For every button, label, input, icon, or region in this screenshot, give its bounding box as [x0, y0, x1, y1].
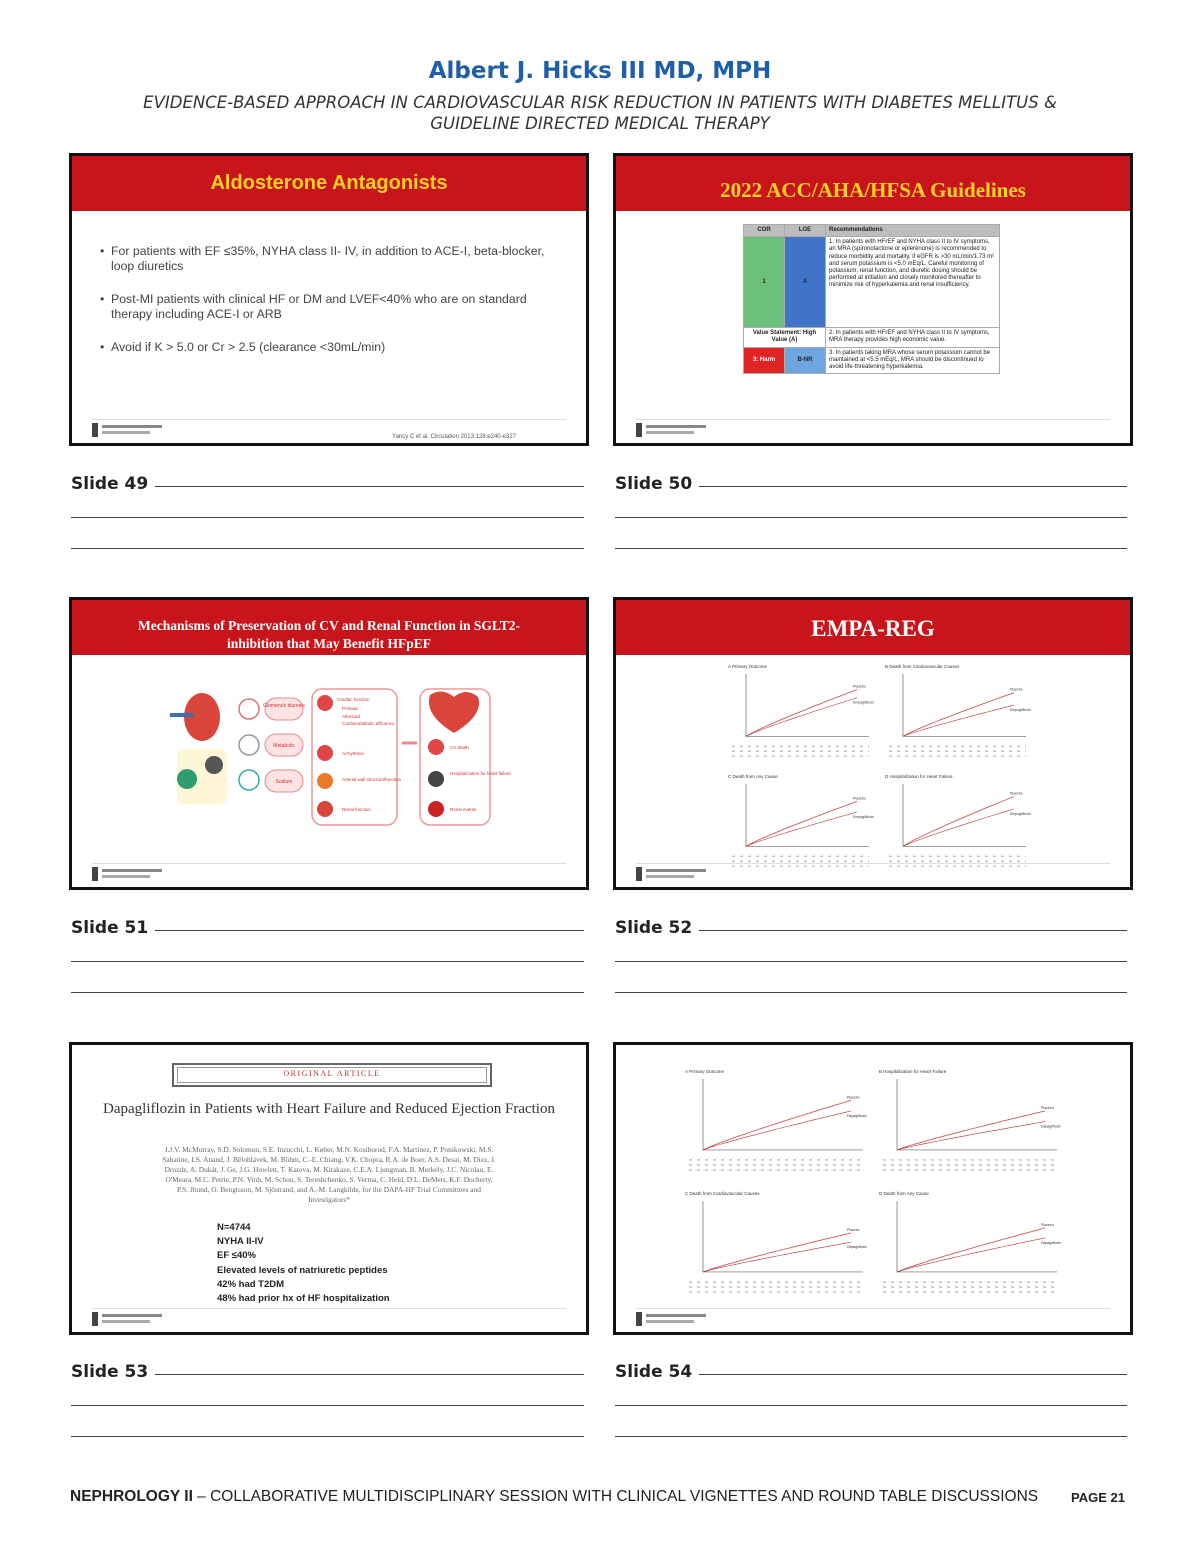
outcome-label: CV death: [450, 745, 469, 750]
axis: [703, 1201, 863, 1272]
table-row: [744, 347, 1000, 374]
km-curve: [746, 801, 857, 846]
slide-label: Slide 54: [615, 1362, 693, 1382]
series-label: Empagliflozin: [853, 700, 874, 705]
person-icon: [239, 735, 259, 755]
footer-course: NEPHROLOGY II: [70, 1488, 193, 1505]
km-curve: [903, 809, 1014, 846]
mechanism-label: Cardiometabolic efficiency: [342, 721, 395, 726]
divider: [92, 419, 566, 420]
km-panel: [881, 660, 1032, 766]
slide-label: Slide 50: [615, 474, 693, 494]
slide-banner: [72, 600, 586, 655]
series-label: Placebo: [853, 796, 866, 801]
slide-banner: [72, 156, 586, 211]
university-logo: [636, 1312, 726, 1326]
panel-title: C Death from Cardiovascular Causes: [685, 1191, 760, 1196]
divider: [636, 419, 1110, 420]
km-curve: [746, 812, 857, 846]
slide-54: [613, 1042, 1133, 1335]
slide-50: [613, 153, 1133, 446]
series-label: Placebo: [1010, 791, 1023, 796]
panel-title: D Hospitalization for Heart Failure: [885, 774, 953, 779]
table-header: LOE: [785, 225, 826, 237]
fact-item: 48% had prior hx of HF hospitalization: [217, 1293, 390, 1305]
panel-title: B Hospitalization for Heart Failure: [879, 1069, 947, 1074]
slide-51: [69, 597, 589, 890]
heart-icon: [317, 745, 333, 761]
person-icon: [239, 770, 259, 790]
table-row: [744, 328, 1000, 347]
km-panel: [875, 1065, 1063, 1183]
axis: [703, 1079, 863, 1150]
slide-53: [69, 1042, 589, 1335]
article-banner-text: ORIGINAL ARTICLE: [177, 1067, 487, 1083]
series-label: Dapagliflozin: [847, 1245, 868, 1250]
note-line[interactable]: [615, 1405, 1127, 1406]
km-curve: [903, 797, 1014, 847]
panel-title: A Primary Outcome: [728, 664, 768, 669]
note-line[interactable]: [699, 1374, 1127, 1375]
panel-title: C Death from Any Cause: [728, 774, 778, 779]
person-icon: [239, 699, 259, 719]
footer-description: – COLLABORATIVE MULTIDISCIPLINARY SESSION WITH CLINICAL VIGNETTES AND ROUND TABLE DISCUSSIONS: [192, 1488, 1039, 1505]
series-label: Placebo: [1041, 1105, 1054, 1110]
page-number: PAGE 21: [1071, 1490, 1125, 1505]
note-line[interactable]: [71, 1405, 584, 1406]
series-label: Dapagliflozin: [1041, 1124, 1062, 1129]
slide-banner: [616, 156, 1130, 211]
km-curve: [746, 698, 857, 737]
mechanism-label: Metabolic: [273, 743, 295, 749]
series-label: Empagliflozin: [1010, 708, 1031, 713]
note-line[interactable]: [71, 517, 584, 518]
note-line[interactable]: [155, 1374, 584, 1375]
note-line[interactable]: [71, 992, 584, 993]
axis: [903, 674, 1026, 736]
fact-item: 42% had T2DM: [217, 1278, 285, 1290]
article-authors: J.J.V. McMurray, S.D. Solomon, S.E. Inzucchi, L. Køber, M.N. Kosiborod, F.A. Martinez, P. Ponikowski, M.S. Sabatine, I.S. Anand, J. Bělohlávek, M. Böhm, C.-E. Chiang, V.K. Chopra, R.A. de Boer, A.S. Desai, M. Diez, J. Drozdz, A. Dukát, J. Ge, J.G. Howlett, T. Katova, M. Kitakaze, C.E.A. Ljungman, B. Merkely, J.C. Nicolau, E. O'Meara, M.C. Petrie, P.N. Vinh, M. Schou, S. Tereshchenko, S. Verma, C. Held, D.L. DeMets, K.F. Docherty, P.S. Jhund, O. Bengtsson, M. Sjöstrand, and A.-M. Langkilde, for the DAPA-HF Trial Committees and Investigators*: [162, 1145, 496, 1204]
mechanism-label: Glomerulo diuresis: [263, 703, 305, 709]
km-curve: [703, 1242, 851, 1272]
mechanism-label: Sodium: [275, 779, 293, 785]
fact-item: NYHA II-IV: [217, 1236, 264, 1248]
series-label: Empagliflozin: [853, 815, 874, 819]
note-line[interactable]: [155, 486, 584, 487]
table-header: Recommendations: [826, 225, 1000, 237]
note-line[interactable]: [71, 1436, 584, 1437]
panel-title: A Primary Outcome: [685, 1069, 725, 1074]
divider: [92, 1308, 566, 1309]
km-curve: [897, 1238, 1045, 1272]
axis: [897, 1079, 1057, 1150]
divider: [636, 863, 1110, 864]
axis: [897, 1201, 1057, 1272]
note-line[interactable]: [155, 930, 584, 931]
slide-49: [69, 153, 589, 446]
sglt2-icon: [177, 769, 197, 789]
series-label: Placebo: [847, 1095, 860, 1100]
author-name: Albert J. Hicks III MD, MPH: [428, 58, 772, 84]
note-line[interactable]: [699, 930, 1127, 931]
mechanism-label: Preload: [342, 706, 358, 711]
km-curve: [897, 1111, 1045, 1150]
km-curve: [903, 705, 1014, 736]
guideline-table: [743, 224, 1000, 374]
recommendation-cell: 2. In patients with HFrEF and NYHA class II to IV symptoms, MRA therapy provides high economic value.: [826, 328, 1000, 347]
series-label: Placebo: [853, 684, 866, 689]
document-subtitle: EVIDENCE-BASED APPROACH IN CARDIOVASCULAR RISK REDUCTION IN PATIENTS WITH DIABETES MELLITUS & GUIDELINE DIRECTED MEDICAL THERAPY: [143, 93, 1057, 133]
panel-title: D Death from Any Cause: [879, 1191, 929, 1196]
recommendation-cell: 1. In patients with HFrEF and NYHA class II to IV symptoms, an MRA (spironolactone or eplerenone) is recommended to reduce morbidity and mortality, if eGFR is >30 mL/min/1.73 m² and serum potassium is <5.0 mEq/L. Careful monitoring of potassium, renal function, and diuretic dosing should be performed at initiation and closely monitored thereafter to minimize risk of hyperkalemia and renal insufficiency.: [826, 237, 1000, 328]
cor-cell: 3: Harm: [744, 347, 785, 374]
loe-cell: B-NR: [785, 347, 826, 374]
table-row: [744, 237, 1000, 328]
km-panel: [875, 1187, 1063, 1305]
panel-title: B Death from Cardiovascular Causes: [885, 664, 960, 669]
note-line[interactable]: [615, 517, 1127, 518]
note-line[interactable]: [615, 961, 1127, 962]
cor-cell: 1: [744, 237, 785, 328]
km-curve: [703, 1233, 851, 1272]
sglt2-mechanism-diagram: [162, 683, 511, 833]
recommendation-cell: 3. In patients taking MRA whose serum potassium cannot be maintained at <5.5 mEq/L, MRA should be discontinued to avoid life-threatening hyperkalemia.: [826, 347, 1000, 374]
hospital-icon: [428, 771, 444, 787]
note-line[interactable]: [615, 992, 1127, 993]
heart-icon: [428, 739, 444, 755]
bullet-item: • Avoid if K > 5.0 or Cr > 2.5 (clearance <30mL/min): [100, 340, 560, 355]
loe-cell: A: [785, 237, 826, 328]
bullet-item: • Post-MI patients with clinical HF or DM and LVEF<40% who are on standard therapy including ACE-I or ARB: [100, 292, 560, 322]
table-header: COR: [744, 225, 785, 237]
km-curve: [897, 1122, 1045, 1150]
axis: [903, 784, 1026, 846]
series-label: Placebo: [847, 1227, 860, 1232]
slide-label: Slide 52: [615, 918, 693, 938]
mechanism-label: Cardiac function: [337, 697, 370, 702]
note-line[interactable]: [615, 548, 1127, 549]
note-line[interactable]: [615, 1436, 1127, 1437]
article-title: Dapagliflozin in Patients with Heart Failure and Reduced Ejection Fraction: [103, 1101, 555, 1117]
km-panel: [681, 1065, 869, 1183]
km-curve: [703, 1111, 851, 1150]
series-label: Placebo: [1010, 687, 1023, 692]
km-panel: [724, 770, 875, 876]
fact-item: EF ≤40%: [217, 1250, 257, 1262]
university-logo: [636, 423, 726, 437]
slide-title: EMPA-REG: [811, 616, 935, 641]
mechanism-label: Arrhythmia: [342, 751, 364, 756]
slide-title: Mechanisms of Preservation of CV and Renal Function in SGLT2-inhibition that May Benefit HFpEF: [138, 618, 520, 651]
divider: [92, 863, 566, 864]
university-logo: [92, 867, 182, 881]
trial-facts: [217, 1221, 390, 1306]
slide-title: Aldosterone Antagonists: [210, 172, 448, 194]
value-statement-cell: Value Statement: High Value (A): [744, 328, 826, 347]
university-logo: [92, 423, 182, 437]
page-footer: [70, 1488, 1038, 1506]
note-line[interactable]: [699, 486, 1127, 487]
km-curve: [903, 693, 1014, 737]
outcome-label: Hospitalization for heart failure: [450, 771, 511, 776]
slide-banner: [616, 600, 1130, 655]
km-panel: [681, 1187, 869, 1305]
article-banner: [172, 1063, 492, 1087]
km-panel: [724, 660, 875, 766]
fact-item: Elevated levels of natriuretic peptides: [217, 1264, 388, 1276]
series-label: Dapagliflozin: [847, 1113, 868, 1118]
series-label: Empagliflozin: [1010, 811, 1031, 816]
note-line[interactable]: [71, 548, 584, 549]
heart-icon: [317, 695, 333, 711]
citation: Yancy C et al. Circulation 2013;128:e240-e327: [392, 434, 516, 440]
km-curve: [897, 1228, 1045, 1272]
fact-item: N=4744: [217, 1222, 251, 1233]
slide-label: Slide 53: [71, 1362, 149, 1382]
series-label: Dapagliflozin: [1041, 1240, 1062, 1245]
series-label: Placebo: [1041, 1223, 1054, 1227]
mechanism-label: Arterial wall structure/function: [342, 777, 402, 782]
artery-icon: [317, 773, 333, 789]
slide-label: Slide 49: [71, 474, 149, 494]
note-line[interactable]: [71, 961, 584, 962]
divider: [636, 1308, 1110, 1309]
university-logo: [92, 1312, 182, 1326]
university-logo: [636, 867, 726, 881]
mechanism-label: Afterload: [342, 714, 361, 719]
mechanism-label: Renal function: [342, 807, 371, 812]
slide-title: 2022 ACC/AHA/HFSA Guidelines: [720, 178, 1026, 202]
slide-52: [613, 597, 1133, 890]
outcome-label: Renal events: [450, 807, 477, 812]
km-panel: [881, 770, 1032, 876]
slide-label: Slide 51: [71, 918, 149, 938]
kidney-icon: [428, 801, 444, 817]
bullet-list: [100, 244, 560, 373]
kidney-icon: [317, 801, 333, 817]
km-curve: [703, 1100, 851, 1150]
bullet-item: • For patients with EF ≤35%, NYHA class II- IV, in addition to ACE-I, beta-blocker, loop diuretics: [100, 244, 560, 274]
